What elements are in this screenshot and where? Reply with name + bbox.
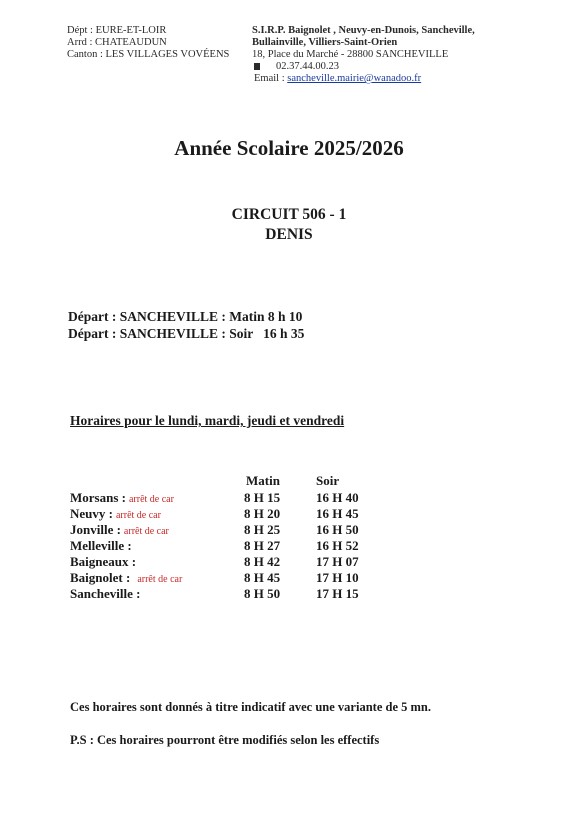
table-row: [70, 570, 182, 586]
stop-name: Baignolet :: [70, 570, 131, 585]
morning-time: 8 H 15: [244, 490, 281, 505]
stop-name: Sancheville :: [70, 586, 141, 601]
circuit-block: [0, 205, 578, 245]
schedule-notice: Ces horaires sont donnés à titre indicatif avec une variante de 5 mn.: [70, 700, 431, 714]
stop-name: Jonville :: [70, 522, 121, 537]
page-title: Année Scolaire 2025/2026: [174, 136, 404, 160]
table-row: [70, 538, 135, 554]
evening-time: 16 H 45: [316, 506, 359, 521]
ps-note: P.S : Ces horaires pourront être modifiés selon les effectifs: [70, 733, 380, 747]
table-row: [70, 490, 174, 506]
driver-name: DENIS: [265, 226, 313, 243]
arrondissement-line: Arrd : CHATEAUDUN: [67, 37, 167, 48]
table-row: [70, 522, 169, 538]
stop-name: Baigneaux :: [70, 554, 137, 569]
stop-name: Neuvy :: [70, 506, 113, 521]
circuit-number: CIRCUIT 506 - 1: [231, 206, 347, 223]
schedule-title: Horaires pour le lundi, mardi, jeudi et vendredi: [70, 413, 345, 428]
stop-note: arrêt de car: [123, 526, 169, 537]
morning-time: 8 H 25: [244, 522, 281, 537]
administrative-info: [67, 25, 229, 61]
table-row: [70, 554, 139, 570]
phone-line: [252, 61, 475, 73]
phone-number: 02.37.44.00.23: [276, 61, 339, 72]
evening-time: 17 H 10: [316, 570, 359, 585]
morning-time: 8 H 42: [244, 554, 281, 569]
table-row: [70, 586, 143, 602]
evening-time: 16 H 40: [316, 490, 359, 505]
table-row: [70, 506, 161, 522]
stop-name: Morsans :: [70, 490, 126, 505]
organization-name: S.I.R.P. Baignolet , Neuvy-en-Dunois, Sancheville,: [252, 25, 475, 36]
column-morning-header: Matin: [246, 473, 280, 488]
organization-info: [252, 25, 475, 85]
departure-morning: Départ : SANCHEVILLE : Matin 8 h 10: [68, 309, 303, 324]
stop-name: Melleville :: [70, 538, 132, 553]
organization-communes: Bullainville, Villiers-Saint-Orien: [252, 37, 398, 48]
organization-address: 18, Place du Marché - 28800 SANCHEVILLE: [252, 49, 449, 60]
departure-evening: Départ : SANCHEVILLE : Soir 16 h 35: [68, 326, 305, 341]
evening-time: 17 H 15: [316, 586, 359, 601]
morning-time: 8 H 50: [244, 586, 281, 601]
canton-line: Canton : LES VILLAGES VOVÉENS: [67, 49, 230, 60]
morning-time: 8 H 27: [244, 538, 281, 553]
morning-time: 8 H 20: [244, 506, 281, 521]
stop-note: arrêt de car: [137, 574, 183, 585]
evening-time: 16 H 52: [316, 538, 359, 553]
stop-note: arrêt de car: [128, 494, 174, 505]
department-line: Dépt : EURE-ET-LOIR: [67, 25, 167, 36]
email-label: Email :: [254, 73, 288, 84]
column-evening-header: Soir: [316, 473, 340, 488]
email-link[interactable]: sancheville.mairie@wanadoo.fr: [287, 73, 422, 84]
stop-note: arrêt de car: [115, 510, 161, 521]
evening-time: 16 H 50: [316, 522, 359, 537]
phone-icon: [254, 63, 260, 70]
evening-time: 17 H 07: [316, 554, 359, 569]
email-line: [252, 73, 475, 85]
morning-time: 8 H 45: [244, 570, 281, 585]
